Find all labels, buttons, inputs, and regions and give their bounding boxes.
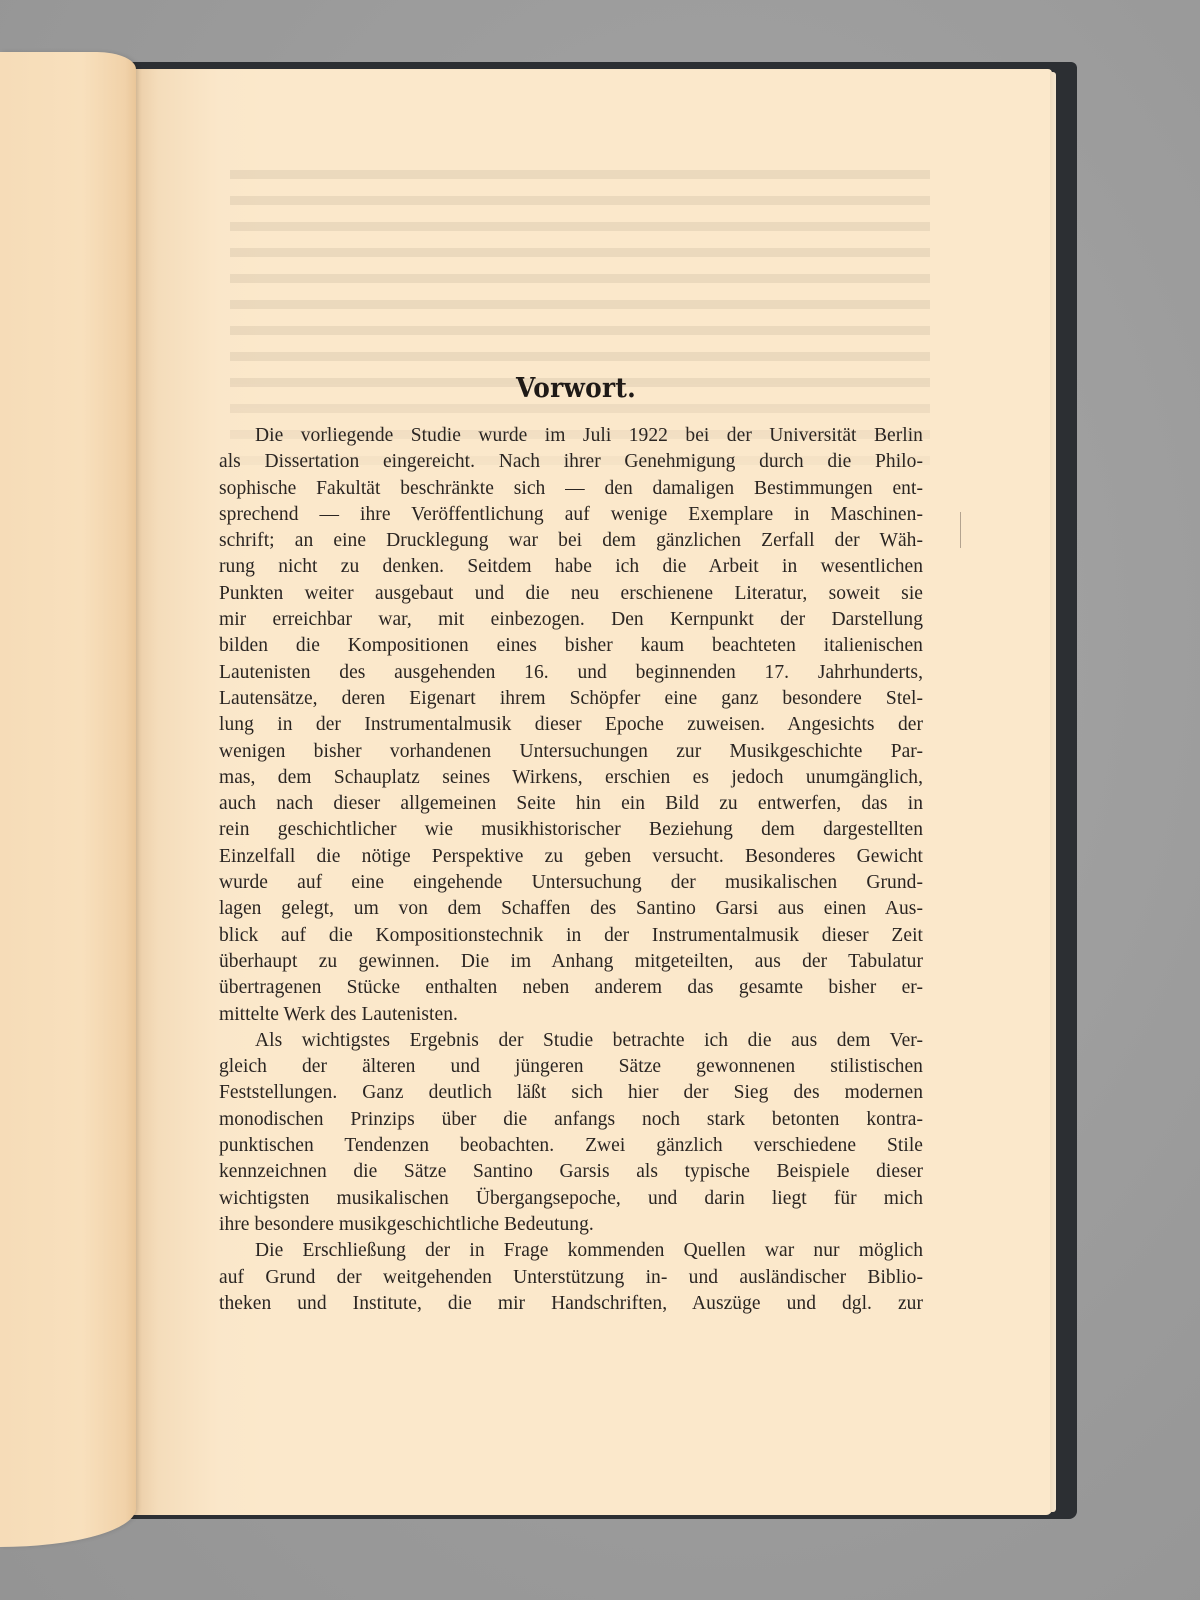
text-line: punktischen Tendenzen beobachten. Zwei gänzlich verschiedene Stile xyxy=(219,1135,923,1157)
text-line: lung in der Instrumentalmusik dieser Epoche zuweisen. Angesichts der xyxy=(219,714,923,736)
page-text-block xyxy=(219,372,923,1317)
paragraph xyxy=(219,1238,923,1317)
page-heading: Vorwort. xyxy=(515,373,637,404)
text-line: lagen gelegt, um von dem Schaffen des Santino Garsi aus einen Aus- xyxy=(219,898,923,920)
text-line: Die vorliegende Studie wurde im Juli 1922 bei der Universität Berlin xyxy=(255,425,923,446)
text-line: übertragenen Stücke enthalten neben anderem das gesamte bisher er- xyxy=(219,977,923,999)
text-line: blick auf die Kompositionstechnik in der Instrumentalmusik dieser Zeit xyxy=(219,924,923,946)
text-line: monodischen Prinzips über die anfangs noch stark betonten kontra- xyxy=(219,1108,923,1130)
text-line: mas, dem Schauplatz seines Wirkens, erschien es jedoch unumgänglich, xyxy=(219,766,923,788)
text-line: mittelte Werk des Lautenisten. xyxy=(219,1003,458,1025)
left-page xyxy=(0,52,136,1547)
text-line: Lautensätze, deren Eigenart ihrem Schöpfer eine ganz besondere Stel- xyxy=(219,687,923,709)
text-line: rung nicht zu denken. Seitdem habe ich die Arbeit in wesentlichen xyxy=(219,556,923,578)
text-line: Lautenisten des ausgehenden 16. und beginnenden 17. Jahrhunderts, xyxy=(219,661,923,683)
paragraph xyxy=(219,1028,923,1238)
text-line: wichtigsten musikalischen Übergangsepoche, und darin liegt für mich xyxy=(219,1187,923,1209)
text-line: kennzeichnen die Sätze Santino Garsis als typische Beispiele dieser xyxy=(219,1161,923,1183)
page-fore-edge xyxy=(1050,72,1056,1512)
text-line: sophische Fakultät beschränkte sich — den damaligen Bestimmungen ent- xyxy=(219,477,923,499)
text-line: wenigen bisher vorhandenen Untersuchungen zur Musikgeschichte Par- xyxy=(219,740,923,762)
paragraph xyxy=(219,423,923,1028)
text-line: mir erreichbar war, mit einbezogen. Den Kernpunkt der Darstellung xyxy=(219,609,923,631)
text-line: schrift; an eine Drucklegung war bei dem gänzlichen Zerfall der Wäh- xyxy=(219,530,923,552)
text-line: Punkten weiter ausgebaut und die neu erschienene Literatur, soweit sie xyxy=(219,582,923,604)
text-line: als Dissertation eingereicht. Nach ihrer Genehmigung durch die Philo- xyxy=(219,451,923,473)
text-line: Einzelfall die nötige Perspektive zu geben versucht. Besonderes Gewicht xyxy=(219,845,923,867)
text-line: gleich der älteren und jüngeren Sätze gewonnenen stilistischen xyxy=(219,1056,923,1078)
margin-pencil-mark xyxy=(960,512,961,548)
text-line: auch nach dieser allgemeinen Seite hin ein Bild zu entwerfen, das in xyxy=(219,793,923,815)
text-line: wurde auf eine eingehende Untersuchung der musikalischen Grund- xyxy=(219,872,923,894)
body-text xyxy=(219,423,923,1317)
text-line: rein geschichtlicher wie musikhistorischer Beziehung dem dargestellten xyxy=(219,819,923,841)
text-line: Als wichtigstes Ergebnis der Studie betrachte ich die aus dem Ver- xyxy=(255,1029,923,1051)
text-line: sprechend — ihre Veröffentlichung auf wenige Exemplare in Maschinen- xyxy=(219,503,923,525)
text-line: Feststellungen. Ganz deutlich läßt sich hier der Sieg des modernen xyxy=(219,1082,923,1104)
text-line: bilden die Kompositionen eines bisher kaum beachteten italienischen xyxy=(219,635,923,657)
text-line: auf Grund der weitgehenden Unterstützung in- und ausländischer Biblio- xyxy=(219,1266,923,1288)
text-line: theken und Institute, die mir Handschriften, Auszüge und dgl. zur xyxy=(219,1292,923,1314)
text-line: Die Erschließung der in Frage kommenden Quellen war nur möglich xyxy=(255,1240,923,1262)
text-line: ihre besondere musikgeschichtliche Bedeutung. xyxy=(219,1213,594,1235)
text-line: überhaupt zu gewinnen. Die im Anhang mitgeteilten, aus der Tabulatur xyxy=(219,950,923,972)
